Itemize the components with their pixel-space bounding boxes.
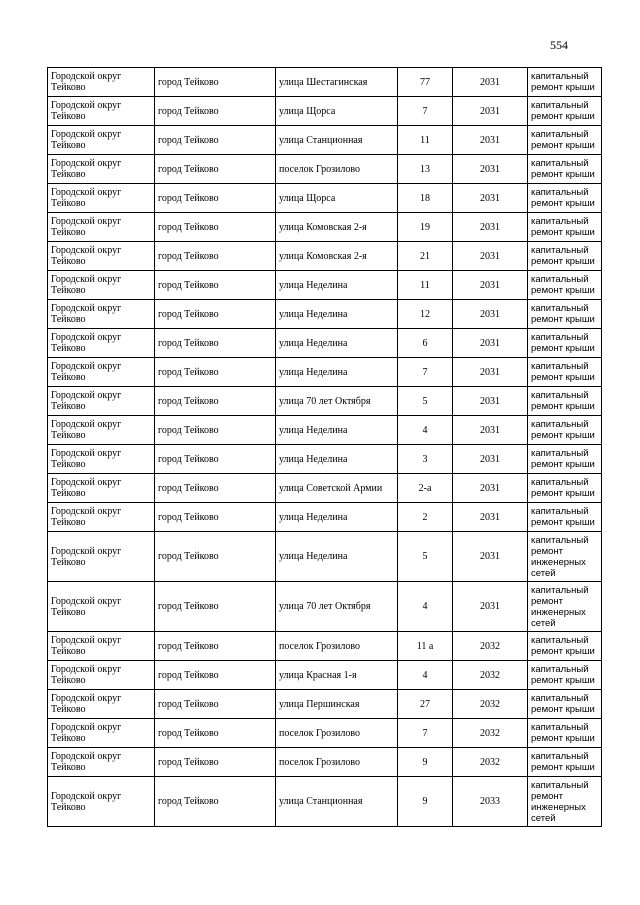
district-cell: Городской округ Тейково [48, 387, 155, 416]
street-cell: улица Неделина [276, 416, 398, 445]
house-number-cell: 21 [398, 242, 453, 271]
street-cell: улица Неделина [276, 300, 398, 329]
work-type-cell: капитальный ремонт инженерных сетей [528, 532, 602, 582]
street-cell: улица Советской Армии [276, 474, 398, 503]
house-number-cell: 4 [398, 416, 453, 445]
street-cell: улица Неделина [276, 445, 398, 474]
year-cell: 2031 [453, 358, 528, 387]
work-type-cell: капитальный ремонт крыши [528, 719, 602, 748]
work-type-cell: капитальный ремонт крыши [528, 690, 602, 719]
district-cell: Городской округ Тейково [48, 445, 155, 474]
work-type-cell: капитальный ремонт крыши [528, 416, 602, 445]
year-cell: 2031 [453, 242, 528, 271]
city-cell: город Тейково [155, 503, 276, 532]
district-cell: Городской округ Тейково [48, 582, 155, 632]
street-cell: поселок Грозилово [276, 748, 398, 777]
city-cell: город Тейково [155, 97, 276, 126]
street-cell: улица Неделина [276, 329, 398, 358]
work-type-cell: капитальный ремонт крыши [528, 300, 602, 329]
year-cell: 2033 [453, 777, 528, 827]
work-type-cell: капитальный ремонт инженерных сетей [528, 777, 602, 827]
work-type-cell: капитальный ремонт крыши [528, 184, 602, 213]
work-type-cell: капитальный ремонт крыши [528, 213, 602, 242]
district-cell: Городской округ Тейково [48, 358, 155, 387]
work-type-cell: капитальный ремонт инженерных сетей [528, 582, 602, 632]
house-number-cell: 11 [398, 271, 453, 300]
table-row [48, 300, 602, 329]
house-number-cell: 9 [398, 748, 453, 777]
table-row [48, 719, 602, 748]
street-cell: улица Щорса [276, 97, 398, 126]
house-number-cell: 9 [398, 777, 453, 827]
year-cell: 2032 [453, 632, 528, 661]
district-cell: Городской округ Тейково [48, 661, 155, 690]
table-row [48, 213, 602, 242]
repair-schedule-table [47, 67, 602, 827]
table-row [48, 661, 602, 690]
city-cell: город Тейково [155, 719, 276, 748]
house-number-cell: 7 [398, 97, 453, 126]
page-number: 554 [550, 38, 568, 52]
year-cell: 2032 [453, 661, 528, 690]
street-cell: поселок Грозилово [276, 632, 398, 661]
street-cell: улица Комовская 2-я [276, 242, 398, 271]
year-cell: 2031 [453, 503, 528, 532]
street-cell: улица Неделина [276, 358, 398, 387]
work-type-cell: капитальный ремонт крыши [528, 358, 602, 387]
table-row [48, 632, 602, 661]
district-cell: Городской округ Тейково [48, 126, 155, 155]
work-type-cell: капитальный ремонт крыши [528, 748, 602, 777]
city-cell: город Тейково [155, 242, 276, 271]
year-cell: 2031 [453, 329, 528, 358]
house-number-cell: 11 а [398, 632, 453, 661]
table-row [48, 184, 602, 213]
work-type-cell: капитальный ремонт крыши [528, 387, 602, 416]
district-cell: Городской округ Тейково [48, 184, 155, 213]
district-cell: Городской округ Тейково [48, 719, 155, 748]
year-cell: 2031 [453, 271, 528, 300]
work-type-cell: капитальный ремонт крыши [528, 661, 602, 690]
house-number-cell: 2 [398, 503, 453, 532]
city-cell: город Тейково [155, 155, 276, 184]
year-cell: 2031 [453, 582, 528, 632]
district-cell: Городской округ Тейково [48, 748, 155, 777]
table-row [48, 777, 602, 827]
table-row [48, 503, 602, 532]
work-type-cell: капитальный ремонт крыши [528, 155, 602, 184]
city-cell: город Тейково [155, 213, 276, 242]
house-number-cell: 11 [398, 126, 453, 155]
district-cell: Городской округ Тейково [48, 97, 155, 126]
table-row [48, 416, 602, 445]
house-number-cell: 2-а [398, 474, 453, 503]
city-cell: город Тейково [155, 329, 276, 358]
year-cell: 2031 [453, 445, 528, 474]
district-cell: Городской округ Тейково [48, 532, 155, 582]
district-cell: Городской округ Тейково [48, 690, 155, 719]
work-type-cell: капитальный ремонт крыши [528, 271, 602, 300]
street-cell: улица Красная 1-я [276, 661, 398, 690]
city-cell: город Тейково [155, 690, 276, 719]
table-row [48, 582, 602, 632]
street-cell: поселок Грозилово [276, 719, 398, 748]
table-row [48, 155, 602, 184]
year-cell: 2032 [453, 719, 528, 748]
house-number-cell: 77 [398, 68, 453, 97]
street-cell: улица Щорса [276, 184, 398, 213]
district-cell: Городской округ Тейково [48, 777, 155, 827]
city-cell: город Тейково [155, 632, 276, 661]
district-cell: Городской округ Тейково [48, 68, 155, 97]
city-cell: город Тейково [155, 582, 276, 632]
work-type-cell: капитальный ремонт крыши [528, 474, 602, 503]
district-cell: Городской округ Тейково [48, 213, 155, 242]
street-cell: улица Неделина [276, 503, 398, 532]
street-cell: улица Неделина [276, 271, 398, 300]
work-type-cell: капитальный ремонт крыши [528, 242, 602, 271]
house-number-cell: 6 [398, 329, 453, 358]
street-cell: улица Першинская [276, 690, 398, 719]
work-type-cell: капитальный ремонт крыши [528, 445, 602, 474]
house-number-cell: 18 [398, 184, 453, 213]
street-cell: улица Комовская 2-я [276, 213, 398, 242]
house-number-cell: 4 [398, 661, 453, 690]
year-cell: 2031 [453, 213, 528, 242]
year-cell: 2031 [453, 155, 528, 184]
house-number-cell: 7 [398, 358, 453, 387]
city-cell: город Тейково [155, 271, 276, 300]
district-cell: Городской округ Тейково [48, 329, 155, 358]
year-cell: 2031 [453, 126, 528, 155]
street-cell: поселок Грозилово [276, 155, 398, 184]
table-row [48, 68, 602, 97]
city-cell: город Тейково [155, 387, 276, 416]
year-cell: 2032 [453, 748, 528, 777]
table-row [48, 387, 602, 416]
district-cell: Городской округ Тейково [48, 155, 155, 184]
city-cell: город Тейково [155, 184, 276, 213]
table-row [48, 445, 602, 474]
district-cell: Городской округ Тейково [48, 503, 155, 532]
city-cell: город Тейково [155, 777, 276, 827]
house-number-cell: 12 [398, 300, 453, 329]
year-cell: 2031 [453, 387, 528, 416]
table-row [48, 358, 602, 387]
table-row [48, 748, 602, 777]
city-cell: город Тейково [155, 532, 276, 582]
year-cell: 2031 [453, 532, 528, 582]
work-type-cell: капитальный ремонт крыши [528, 97, 602, 126]
city-cell: город Тейково [155, 68, 276, 97]
district-cell: Городской округ Тейково [48, 242, 155, 271]
year-cell: 2031 [453, 300, 528, 329]
street-cell: улица Станционная [276, 777, 398, 827]
table-row [48, 474, 602, 503]
district-cell: Городской округ Тейково [48, 474, 155, 503]
house-number-cell: 7 [398, 719, 453, 748]
city-cell: город Тейково [155, 416, 276, 445]
house-number-cell: 3 [398, 445, 453, 474]
district-cell: Городской округ Тейково [48, 632, 155, 661]
house-number-cell: 27 [398, 690, 453, 719]
street-cell: улица Станционная [276, 126, 398, 155]
house-number-cell: 5 [398, 387, 453, 416]
year-cell: 2032 [453, 690, 528, 719]
work-type-cell: капитальный ремонт крыши [528, 126, 602, 155]
table-row [48, 329, 602, 358]
house-number-cell: 13 [398, 155, 453, 184]
work-type-cell: капитальный ремонт крыши [528, 68, 602, 97]
work-type-cell: капитальный ремонт крыши [528, 632, 602, 661]
city-cell: город Тейково [155, 300, 276, 329]
year-cell: 2031 [453, 68, 528, 97]
table-row [48, 271, 602, 300]
table-row [48, 126, 602, 155]
table-row [48, 242, 602, 271]
street-cell: улица Неделина [276, 532, 398, 582]
year-cell: 2031 [453, 97, 528, 126]
city-cell: город Тейково [155, 661, 276, 690]
table-row [48, 690, 602, 719]
table-row [48, 97, 602, 126]
city-cell: город Тейково [155, 748, 276, 777]
district-cell: Городской округ Тейково [48, 271, 155, 300]
table-body [48, 68, 602, 827]
city-cell: город Тейково [155, 126, 276, 155]
street-cell: улица 70 лет Октября [276, 582, 398, 632]
city-cell: город Тейково [155, 358, 276, 387]
table-row [48, 532, 602, 582]
street-cell: улица Шестагинская [276, 68, 398, 97]
house-number-cell: 5 [398, 532, 453, 582]
city-cell: город Тейково [155, 474, 276, 503]
work-type-cell: капитальный ремонт крыши [528, 503, 602, 532]
house-number-cell: 19 [398, 213, 453, 242]
district-cell: Городской округ Тейково [48, 300, 155, 329]
year-cell: 2031 [453, 184, 528, 213]
district-cell: Городской округ Тейково [48, 416, 155, 445]
year-cell: 2031 [453, 474, 528, 503]
year-cell: 2031 [453, 416, 528, 445]
street-cell: улица 70 лет Октября [276, 387, 398, 416]
work-type-cell: капитальный ремонт крыши [528, 329, 602, 358]
city-cell: город Тейково [155, 445, 276, 474]
house-number-cell: 4 [398, 582, 453, 632]
